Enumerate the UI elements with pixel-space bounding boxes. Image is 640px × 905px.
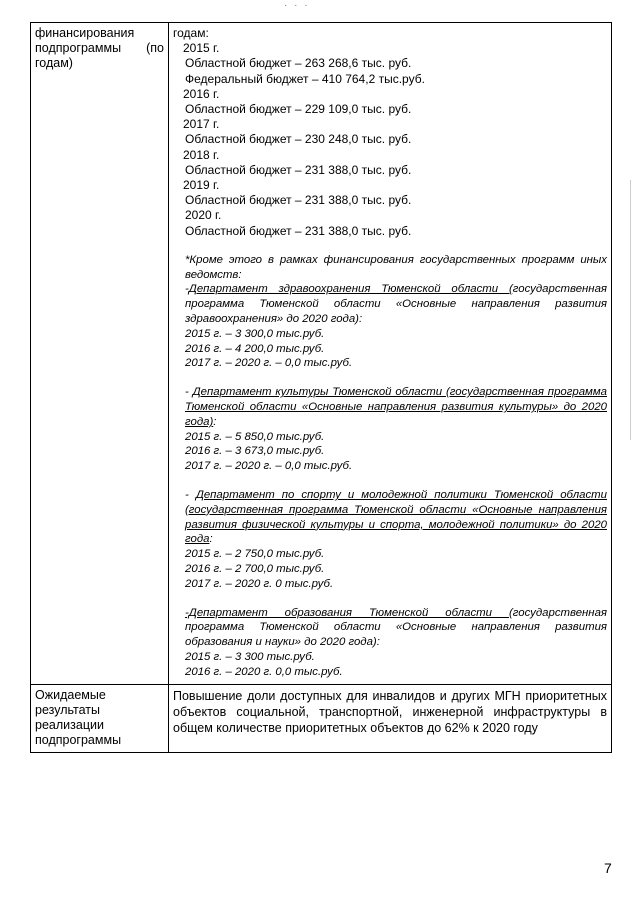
results-text: Повышение доли доступных для инвалидов и других МГН приоритетных объектов социальной, транспортной, инженерной инфраструктуры в общем количестве приоритетных объектов до 62% к 2020 году [173,688,607,735]
budget-line: Областной бюджет – 231 388,0 тыс. руб. [185,223,412,238]
budget-line: Областной бюджет – 229 109,0 тыс. руб. [185,102,412,117]
budget-line: Областной бюджет – 263 268,6 тыс. руб. [185,56,412,71]
budget-year: 2020 г. [185,208,222,223]
department-year-amount: 2017 г. – 2020 г. 0 тыс.руб. [185,577,334,590]
department-year-amount: 2015 г. – 5 850,0 тыс.руб. [185,430,325,443]
department-paragraph [173,606,607,650]
budget-line: Областной бюджет – 231 388,0 тыс. руб. [185,193,412,208]
department-year-amount: 2015 г. – 2 750,0 тыс.руб. [185,548,325,561]
department-year-amount: 2017 г. – 2020 г. – 0,0 тыс.руб. [185,357,353,370]
department-prefix: - [185,283,189,296]
financing-label-cell [31,23,169,685]
budget-intro: годам: [173,26,209,40]
department-program: государственная программа Тюменской области «Основные направления развития здравоохранения» до 2020 года): [185,283,607,326]
department-name: Департамент по спорту и молодежной политики Тюменской области (государственная программа Тюменской области «Основные направления развития физической культуры и спорта, молодежной политики» до 2020 года [185,489,607,546]
department-program: : [209,533,213,546]
results-label: Ожидаемые результаты реализации подпрограммы [35,687,122,747]
page-number: 7 [604,860,612,876]
financing-label: финансирования подпрограммы (по годам) [35,26,164,70]
department-year-amount: 2016 г. – 2020 г. 0,0 тыс.руб. [185,665,343,678]
budget-line: Областной бюджет – 231 388,0 тыс. руб. [185,162,412,177]
department-prefix: - [185,489,196,501]
note-intro: *Кроме этого в рамках финансирования государственных программ иных ведомств: [185,253,607,281]
department-paragraph [173,282,607,326]
department-name: Департамент здравоохранения Тюменской области ( [188,283,513,296]
passport-table [30,22,612,753]
budget-year: 2015 г. [183,41,220,56]
budget-year: 2017 г. [183,117,220,132]
results-content-cell [169,684,612,752]
department-year-amount: 2016 г. – 3 673,0 тыс.руб. [185,445,325,458]
department-prefix: - [185,386,193,399]
budget-line: Областной бюджет – 230 248,0 тыс. руб. [185,132,412,147]
department-year-amount: 2015 г. – 3 300 тыс.руб. [185,650,315,663]
results-label-cell [31,684,169,752]
department-year-amount: 2017 г. – 2020 г. – 0,0 тыс.руб. [185,460,353,473]
department-year-amount: 2016 г. – 4 200,0 тыс.руб. [185,342,325,355]
department-paragraph [173,385,607,429]
table-row-financing [31,23,612,685]
department-name: Департамент культуры Тюменской области (государственная программа Тюменской области «Основные направления развития культуры» до 2020 года) [185,386,607,428]
scan-artifact: · · · [284,0,310,11]
budget-year: 2019 г. [183,178,220,193]
department-paragraph [173,488,607,547]
department-year-amount: 2015 г. – 3 300,0 тыс.руб. [185,327,325,340]
other-programs-block [173,253,607,680]
budget-line: Федеральный бюджет – 410 764,2 тыс.руб. [185,71,425,86]
budget-year: 2018 г. [183,147,220,162]
department-name: -Департамент образования Тюменской области [185,606,509,619]
budget-block [173,26,607,239]
scan-edge-line [630,180,631,440]
table-row-results [31,684,612,752]
financing-content-cell [169,23,612,685]
department-program: (государственная программа Тюменской области «Основные направления развития образования и науки» до 2020 года): [185,606,607,649]
budget-year: 2016 г. [183,86,220,101]
department-year-amount: 2016 г. – 2 700,0 тыс.руб. [185,562,325,575]
department-program: : [213,415,217,428]
